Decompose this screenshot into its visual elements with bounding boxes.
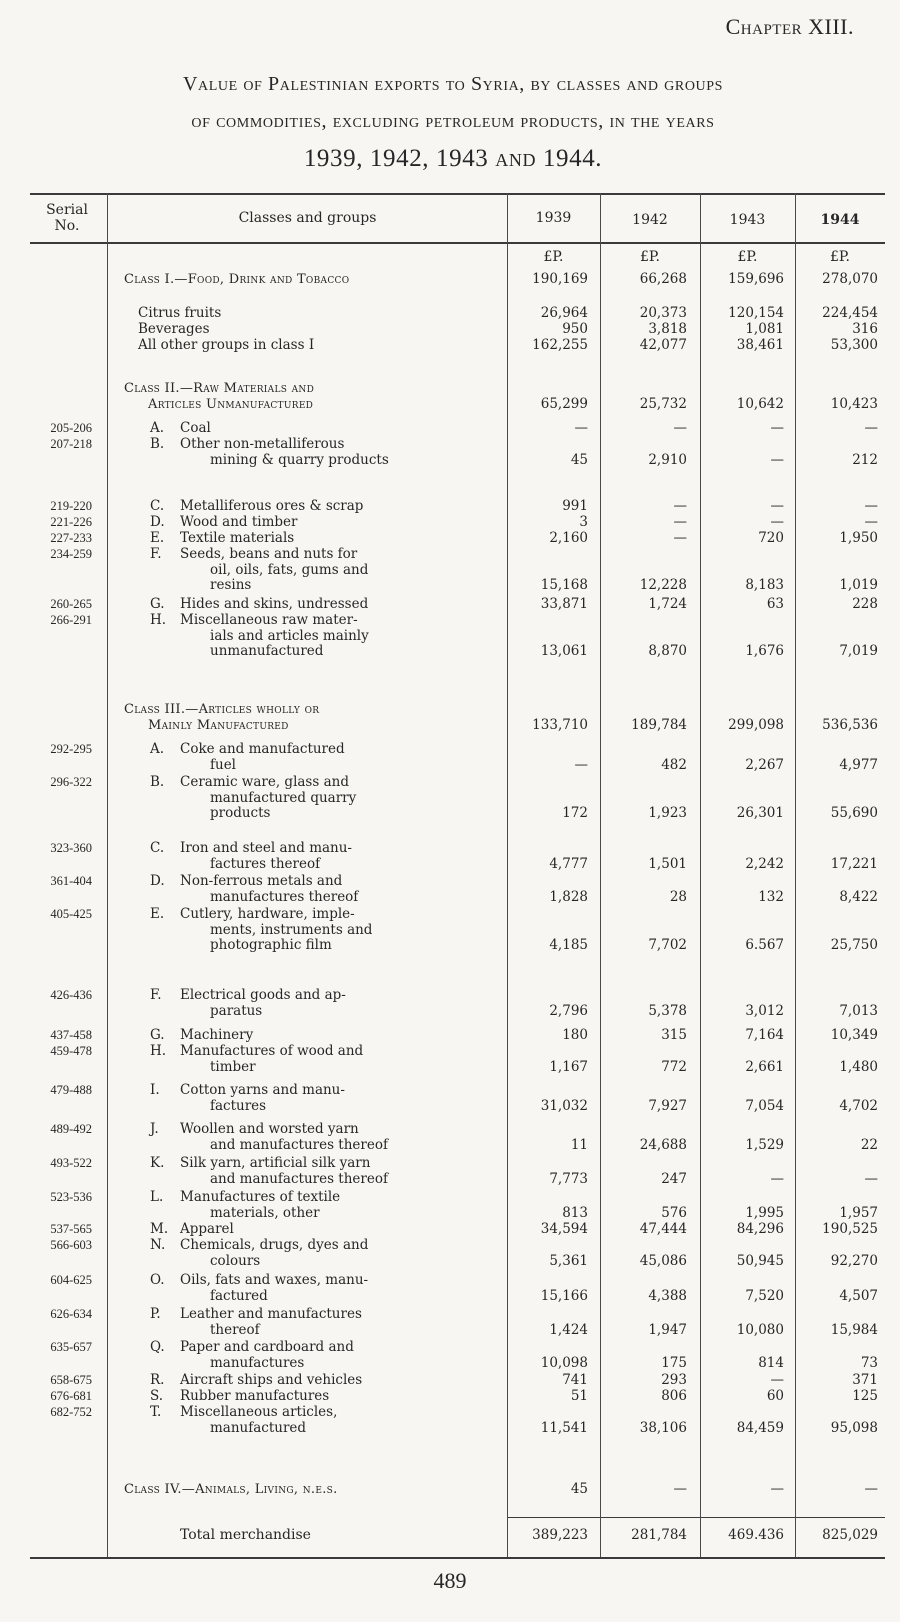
class-heading: Class I.—Food, Drink and Tobacco: [124, 272, 350, 287]
group-label: Cotton yarns and manu-: [180, 1082, 345, 1098]
value-1942: 806: [661, 1388, 687, 1404]
title-line-2: of commodities, excluding petroleum products, in the years: [191, 110, 715, 132]
value-1942: 293: [661, 1372, 687, 1388]
group-letter: E.: [150, 530, 165, 546]
group-label: Leather and manufactures: [180, 1306, 362, 1322]
value-1943: 1,529: [745, 1136, 784, 1153]
value-1939: 26,964: [540, 305, 588, 321]
value-1943: 7,520: [745, 1287, 784, 1304]
value-1939: 180: [562, 1027, 588, 1043]
value-1939: 2,796: [549, 1002, 588, 1019]
group-label: Citrus fruits: [138, 305, 222, 321]
group-label: Cutlery, hardware, imple-: [180, 906, 355, 922]
group-label: Seeds, beans and nuts for: [180, 546, 358, 562]
group-letter: K.: [150, 1155, 165, 1171]
value-1942: 175: [661, 1354, 687, 1371]
class-heading: Class IV.—Animals, Living, n.e.s.: [124, 1482, 338, 1497]
group-label: Machinery: [180, 1027, 254, 1043]
group-letter: A.: [150, 741, 165, 757]
value-1939: 3: [579, 514, 588, 530]
value-1944: 25,750: [830, 937, 878, 953]
group-label: colours: [210, 1252, 261, 1269]
value-1942: 45,086: [639, 1252, 687, 1269]
group-label: paratus: [210, 1002, 263, 1019]
value-1942: 66,268: [639, 271, 687, 287]
value-1939: 172: [562, 805, 588, 821]
serial-number: 489-492: [50, 1122, 92, 1136]
group-label: Apparel: [180, 1221, 234, 1237]
group-letter: D.: [150, 873, 165, 889]
value-1944: 22: [860, 1136, 878, 1153]
serial-number: 205-206: [50, 421, 92, 435]
value-1944: —: [864, 1481, 878, 1497]
value-1943: —: [770, 1372, 784, 1388]
value-1944: 125: [852, 1388, 878, 1404]
value-1939: 45: [570, 451, 588, 468]
value-1939: 7,773: [549, 1170, 588, 1187]
group-letter: N.: [150, 1237, 166, 1253]
group-letter: H.: [150, 612, 167, 628]
group-label: manufactured: [210, 1419, 307, 1436]
value-1939: 15,166: [540, 1287, 588, 1304]
value-1943: 63: [766, 596, 784, 612]
value-1939: 133,710: [532, 716, 588, 733]
unit-1942: £P.: [640, 249, 660, 265]
page-number: 489: [433, 1568, 467, 1593]
value-1939: 51: [570, 1388, 588, 1404]
class-heading: Class II.—Raw Materials and: [124, 381, 315, 396]
value-1943: 2,661: [745, 1058, 784, 1075]
serial-column-divider: [107, 193, 108, 1557]
group-label: products: [210, 805, 271, 821]
group-letter: C.: [150, 498, 165, 514]
group-label: manufactures thereof: [210, 888, 359, 905]
value-1944: 1,957: [839, 1204, 878, 1221]
header-serial-line2: No.: [54, 218, 80, 234]
header-1944: 1944: [820, 212, 860, 228]
value-1939: —: [574, 420, 588, 436]
serial-number: 523-536: [50, 1190, 92, 1204]
group-label: Hides and skins, undressed: [180, 596, 369, 612]
value-1939: 45: [570, 1481, 588, 1497]
group-letter: B.: [150, 436, 165, 452]
serial-number: 323-360: [50, 841, 92, 855]
group-label: materials, other: [210, 1204, 320, 1221]
serial-number: 604-625: [50, 1273, 92, 1287]
serial-number: 658-675: [50, 1373, 92, 1387]
value-1939: 31,032: [540, 1097, 588, 1114]
value-1939: 11: [570, 1136, 588, 1153]
value-1944: 10,349: [830, 1027, 878, 1043]
value-1943: 26,301: [736, 805, 784, 821]
value-1942: 2,910: [648, 451, 687, 468]
value-1944: 224,454: [822, 305, 878, 321]
value-1942: 7,702: [648, 937, 687, 953]
serial-number: 221-226: [50, 515, 92, 529]
value-1943: 299,098: [728, 716, 784, 733]
value-1942: 28: [669, 888, 687, 905]
serial-number: 260-265: [50, 597, 92, 611]
group-letter: G.: [150, 596, 165, 612]
group-label: ials and articles mainly: [210, 627, 369, 644]
value-1939: 15,168: [540, 577, 588, 593]
group-label: factures thereof: [210, 855, 321, 872]
total-1944: 825,029: [822, 1527, 878, 1543]
value-1942: 772: [661, 1058, 687, 1075]
value-1944: 371: [852, 1372, 878, 1388]
group-label: thereof: [210, 1321, 260, 1338]
value-1942: 42,077: [639, 337, 687, 353]
group-label: ments, instruments and: [210, 921, 373, 938]
value-1942: 8,870: [648, 643, 687, 659]
value-1942: 5,378: [648, 1002, 687, 1019]
group-label: Aircraft ships and vehicles: [180, 1372, 363, 1388]
value-1944: 92,270: [830, 1252, 878, 1269]
value-1942: 247: [661, 1170, 687, 1187]
value-1944: —: [864, 1170, 878, 1187]
total-label: Total merchandise: [180, 1527, 311, 1543]
value-1942: 1,947: [648, 1321, 687, 1338]
value-1943: 38,461: [736, 337, 784, 353]
group-label: Woollen and worsted yarn: [180, 1121, 359, 1137]
group-label: Non-ferrous metals and: [180, 873, 343, 889]
group-label: Beverages: [138, 321, 210, 337]
value-1939: 813: [562, 1204, 588, 1221]
group-letter: P.: [150, 1306, 161, 1322]
class-heading: Articles Unmanufactured: [148, 396, 314, 412]
value-1943: 60: [766, 1388, 784, 1404]
group-label: Miscellaneous articles,: [180, 1404, 338, 1420]
value-1944: 7,019: [839, 643, 878, 659]
value-1939: 11,541: [540, 1419, 588, 1436]
value-1939: 1,424: [549, 1321, 588, 1338]
value-1939: 34,594: [540, 1221, 588, 1237]
value-1939: —: [574, 756, 588, 773]
value-1942: 482: [661, 756, 687, 773]
serial-number: 219-220: [50, 499, 92, 513]
group-label: Rubber manufactures: [180, 1388, 330, 1404]
value-1939: 1,828: [549, 888, 588, 905]
value-1939: 13,061: [540, 643, 588, 659]
group-label: Iron and steel and manu-: [180, 840, 352, 856]
group-letter: E.: [150, 906, 165, 922]
value-1943: 8,183: [745, 577, 784, 593]
serial-number: 626-634: [50, 1307, 92, 1321]
serial-number: 537-565: [50, 1222, 92, 1236]
group-label: and manufactures thereof: [210, 1136, 388, 1153]
group-label: oil, oils, fats, gums and: [210, 561, 369, 578]
group-letter: H.: [150, 1043, 167, 1059]
value-1942: 20,373: [639, 305, 687, 321]
value-1944: 4,702: [839, 1097, 878, 1114]
group-label: Other non-metalliferous: [180, 436, 345, 452]
serial-number: 405-425: [50, 907, 92, 921]
group-label: Wood and timber: [180, 514, 298, 530]
value-1942: 38,106: [639, 1419, 687, 1436]
header-1939: 1939: [535, 210, 572, 226]
value-1943: —: [770, 498, 784, 514]
total-1943: 469.436: [728, 1527, 784, 1543]
value-1939: 741: [562, 1372, 588, 1388]
value-1942: 1,724: [648, 596, 687, 612]
group-letter: Q.: [150, 1339, 165, 1355]
value-1943: 10,080: [736, 1321, 784, 1338]
value-1939: 950: [562, 321, 588, 337]
group-letter: O.: [150, 1272, 165, 1288]
group-label: and manufactures thereof: [210, 1170, 388, 1187]
total-1942: 281,784: [631, 1527, 687, 1543]
value-1943: —: [770, 1170, 784, 1187]
value-1942: 4,388: [648, 1287, 687, 1304]
value-1943: 84,459: [736, 1419, 784, 1436]
group-label: factured: [210, 1287, 268, 1304]
group-label: Manufactures of textile: [180, 1189, 341, 1205]
value-1943: —: [770, 420, 784, 436]
group-label: Paper and cardboard and: [180, 1339, 354, 1355]
value-1944: —: [864, 498, 878, 514]
group-label: Miscellaneous raw mater-: [180, 612, 358, 628]
group-letter: A.: [150, 420, 165, 436]
table-top-rule: [30, 193, 885, 195]
value-1943: 2,267: [745, 756, 784, 773]
group-label: manufactures: [210, 1354, 305, 1371]
group-label: Ceramic ware, glass and: [180, 774, 349, 790]
group-label: Metalliferous ores & scrap: [180, 498, 364, 514]
value-1939: 4,185: [549, 937, 588, 953]
header-1943: 1943: [729, 212, 766, 228]
class-heading: Class III.—Articles wholly or: [124, 702, 320, 717]
value-1939: 190,169: [532, 271, 588, 287]
serial-number: 266-291: [50, 613, 92, 627]
table-bottom-rule: [30, 1557, 885, 1559]
value-1943: 720: [758, 530, 784, 546]
value-1942: 189,784: [631, 716, 687, 733]
value-1939: 991: [562, 498, 588, 514]
value-1943: 1,676: [745, 643, 784, 659]
unit-1943: £P.: [737, 249, 758, 265]
value-1943: 84,296: [736, 1221, 784, 1237]
value-1943: 2,242: [745, 855, 784, 872]
value-1944: 73: [860, 1354, 878, 1371]
value-1942: —: [673, 420, 687, 436]
value-1944: 536,536: [822, 716, 878, 733]
serial-number: 682-752: [50, 1405, 92, 1419]
serial-number: 361-404: [50, 874, 92, 888]
value-1942: 576: [661, 1204, 687, 1221]
group-letter: R.: [150, 1372, 165, 1388]
value-1943: —: [770, 1481, 784, 1497]
group-label: mining & quarry products: [210, 451, 389, 468]
value-1943: 6.567: [745, 937, 784, 953]
serial-number: 459-478: [50, 1044, 92, 1058]
total-top-rule: [507, 1517, 885, 1518]
value-1944: 1,019: [839, 577, 878, 593]
group-label: manufactured quarry: [210, 789, 357, 806]
total-1939: 389,223: [532, 1527, 588, 1543]
value-1943: 7,164: [745, 1027, 784, 1043]
group-label: Coal: [180, 420, 211, 436]
value-1943: 814: [758, 1354, 784, 1371]
value-1942: 1,923: [648, 805, 687, 821]
header-serial: [28, 202, 106, 234]
value-1942: 24,688: [639, 1136, 687, 1153]
group-letter: C.: [150, 840, 165, 856]
value-1944: 228: [852, 596, 878, 612]
group-label: photographic film: [210, 937, 332, 953]
value-1944: 278,070: [822, 271, 878, 287]
value-1944: 95,098: [830, 1419, 878, 1436]
value-1943: 159,696: [728, 271, 784, 287]
group-label: timber: [210, 1058, 256, 1075]
title-line-1: Value of Palestinian exports to Syria, by classes and groups: [182, 73, 724, 95]
group-label: Manufactures of wood and: [180, 1043, 364, 1059]
value-1942: 3,818: [648, 321, 687, 337]
value-1942: 47,444: [639, 1221, 687, 1237]
serial-number: 227-233: [50, 531, 92, 545]
serial-number: 566-603: [50, 1238, 92, 1252]
value-1943: 120,154: [728, 305, 784, 321]
value-1943: 3,012: [745, 1002, 784, 1019]
value-1944: 17,221: [830, 855, 878, 872]
serial-number: 437-458: [50, 1028, 92, 1042]
group-letter: F.: [150, 987, 162, 1003]
group-letter: M.: [150, 1221, 169, 1237]
value-1944: 4,977: [839, 756, 878, 773]
value-1943: 10,642: [736, 395, 784, 412]
serial-number: 207-218: [50, 437, 92, 451]
serial-number: 479-488: [50, 1083, 92, 1097]
header-bottom-rule: [30, 242, 885, 244]
group-label: All other groups in class I: [138, 337, 315, 353]
value-1944: 7,013: [839, 1002, 878, 1019]
group-letter: I.: [150, 1082, 160, 1098]
value-1939: 4,777: [549, 855, 588, 872]
group-label: Chemicals, drugs, dyes and: [180, 1237, 369, 1253]
table-title: [18, 66, 888, 177]
value-1943: —: [770, 451, 784, 468]
group-letter: T.: [150, 1404, 162, 1420]
value-1942: —: [673, 498, 687, 514]
value-1942: 315: [661, 1027, 687, 1043]
value-1939: 65,299: [540, 395, 588, 412]
value-1942: 25,732: [639, 395, 687, 412]
group-label: unmanufactured: [210, 643, 324, 659]
group-label: Coke and manufactured: [180, 741, 345, 757]
value-1939: 162,255: [532, 337, 588, 353]
serial-number: 635-657: [50, 1340, 92, 1354]
value-1944: 1,950: [839, 530, 878, 546]
value-1943: 132: [758, 888, 784, 905]
group-letter: J.: [150, 1121, 159, 1137]
value-1944: 15,984: [830, 1321, 878, 1338]
group-letter: D.: [150, 514, 165, 530]
value-1944: —: [864, 514, 878, 530]
group-label: Textile materials: [180, 530, 295, 546]
value-1944: 8,422: [839, 888, 878, 905]
serial-number: 676-681: [50, 1389, 92, 1403]
serial-number: 493-522: [50, 1156, 92, 1170]
group-letter: L.: [150, 1189, 164, 1205]
serial-number: 234-259: [50, 547, 92, 561]
chapter-heading: Chapter XIII.: [725, 14, 854, 39]
value-1942: 1,501: [648, 855, 687, 872]
value-1943: —: [770, 514, 784, 530]
value-1944: 190,525: [822, 1221, 878, 1237]
value-1943: 1,995: [745, 1204, 784, 1221]
value-1944: 10,423: [830, 395, 878, 412]
title-line-3: 1939, 1942, 1943 and 1944.: [303, 145, 603, 172]
value-1939: 33,871: [540, 596, 588, 612]
value-1944: 212: [852, 451, 878, 468]
value-1942: 7,927: [648, 1097, 687, 1114]
header-serial-line1: Serial: [46, 202, 88, 218]
value-1939: 5,361: [549, 1252, 588, 1269]
group-label: Silk yarn, artificial silk yarn: [180, 1155, 371, 1171]
value-1939: 2,160: [549, 530, 588, 546]
value-1942: —: [673, 514, 687, 530]
value-1944: 316: [852, 321, 878, 337]
value-1943: 7,054: [745, 1097, 784, 1114]
value-1944: 4,507: [839, 1287, 878, 1304]
group-label: factures: [210, 1097, 267, 1114]
value-1943: 1,081: [745, 321, 784, 337]
group-letter: S.: [150, 1388, 164, 1404]
group-label: Oils, fats and waxes, manu-: [180, 1272, 369, 1288]
value-1944: —: [864, 420, 878, 436]
group-label: fuel: [210, 756, 236, 773]
header-1942: 1942: [632, 212, 668, 228]
group-label: Electrical goods and ap-: [180, 987, 346, 1003]
value-1944: 1,480: [839, 1058, 878, 1075]
value-1944: 55,690: [830, 805, 878, 821]
value-1942: 12,228: [639, 577, 687, 593]
header-classes: Classes and groups: [238, 210, 377, 226]
value-1944: 53,300: [830, 337, 878, 353]
value-1939: 10,098: [540, 1354, 588, 1371]
value-1942: —: [673, 1481, 687, 1497]
group-letter: B.: [150, 774, 165, 790]
group-letter: G.: [150, 1027, 165, 1043]
serial-number: 426-436: [50, 988, 92, 1002]
group-label: resins: [210, 577, 252, 593]
value-1943: 50,945: [736, 1252, 784, 1269]
group-letter: F.: [150, 546, 162, 562]
value-1939: 1,167: [549, 1058, 588, 1075]
unit-1944: £P.: [830, 249, 850, 265]
class-heading: Mainly Manufactured: [148, 717, 289, 733]
unit-1939: £P.: [543, 249, 564, 265]
serial-number: 296-322: [50, 775, 92, 789]
serial-number: 292-295: [50, 742, 92, 756]
value-1942: —: [673, 530, 687, 546]
